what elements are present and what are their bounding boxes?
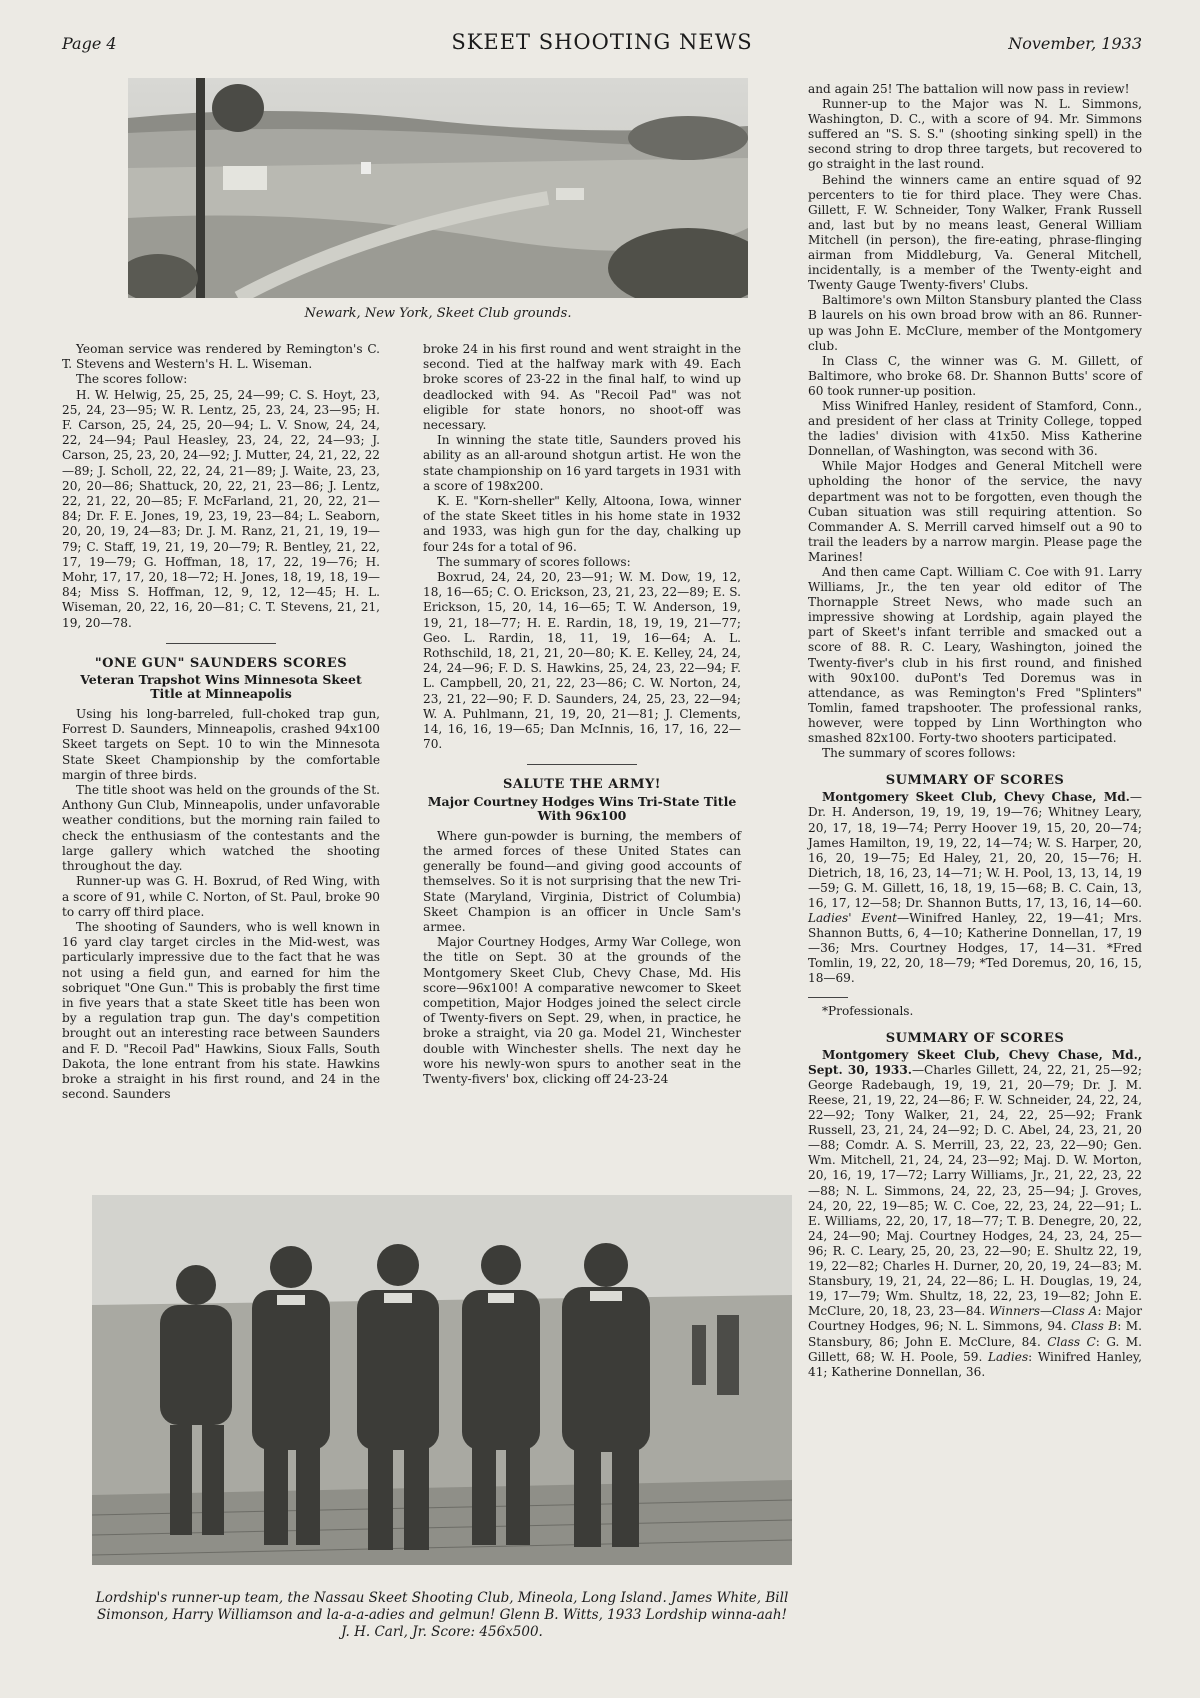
section-divider xyxy=(527,764,637,765)
third-place-para: Behind the winners came an entire squad of 92 percenters to tie for third place. They were Chas. Gillett, F. W. Schneider, Tony Walker, Frank Russell and, last but by no means least, General William Mitchell (in person), the fire-eating, phrase-flinging airman from Middleburg, Va. General Mitchell, incidentally, is a member of the Twenty-eight and Twenty Gauge Twenty-fivers' Clubs. xyxy=(808,172,1142,293)
summary-heading-2: SUMMARY OF SCORES xyxy=(885,1030,1065,1046)
saunders-para-1: Using his long-barreled, full-choked trap gun, Forrest D. Saunders, Minneapolis, crashed 94x100 Skeet targets on Sept. 10 to win the Minnesota State Skeet Championship by the comfortable margin of three birds. xyxy=(62,707,380,782)
stevens-wiseman-note: Yeoman service was rendered by Remington's C. T. Stevens and Western's H. L. Wiseman. xyxy=(62,342,380,372)
army-subheadline: Major Courtney Hodges Wins Tri-State Title With 96x100 xyxy=(427,793,737,823)
navy-para: While Major Hodges and General Mitchell were upholding the honor of the service, the navy department was not to be forgotten, even though the Cuban situation was still requiring attention. So Commander A. S. Merrill carved himself out a 90 to trail the leaders by a narrow margin. Please page the Marines! xyxy=(808,459,1142,564)
coe-para: And then came Capt. William C. Coe with 91. Larry Williams, Jr., the ten year old editor of The Thornapple Street News, who made such an impressive showing at Lordship, again played the part of Skeet's infant terrible and smacked out a score of 88. R. C. Leary, Washington, joined the Twenty-fiver's club in his first round, and finished with 90x100. duPont's Ted Doremus was in attendance, as was Remington's Fred "Splinters" Tomlin, famed trapshooter. The professional ranks, however, were topped by Linn Worthington who smashed 82x100. Forty-two shooters participated. xyxy=(808,565,1142,746)
scores-text-1b: —Winifred Hanley, 22, 19—41; Mrs. Shannon Butts, 6, 4—10; Katherine Donnellan, 17, 19—36; Mrs. Courtney Hodges, 17, 14—31. *Fred Tomlin, 19, 22, 20, 18—79; *Ted Doremus, 20, 16, 15, 18—69. xyxy=(808,911,1142,986)
saunders-para-3: Runner-up was G. H. Boxrud, of Red Wing, with a score of 91, while C. Norton, of St. Paul, broke 90 to carry off third place. xyxy=(62,874,380,919)
army-headline: SALUTE THE ARMY! xyxy=(502,777,661,793)
club-lead-2: Montgomery Skeet Club, Chevy Chase, Md., Sept. 30, 1933. xyxy=(808,1047,1142,1077)
saunders-para-2: The title shoot was held on the grounds of the St. Anthony Gun Club, Minneapolis, under unfavorable weather conditions, but the morning rain failed to check the enthusiasm of the contestants and the large gallery which watched the shooting throughout the day. xyxy=(62,783,380,874)
winners-c-text: : G. M. Gillett, 68; W. H. Poole, 59. xyxy=(808,1334,1142,1364)
short-divider xyxy=(808,997,848,998)
summary-heading-1: SUMMARY OF SCORES xyxy=(885,773,1065,789)
skeet-grounds-caption: Newark, New York, Skeet Club grounds. xyxy=(304,306,572,321)
saunders-subheadline: Veteran Trapshot Wins Minnesota Skeet Title at Minneapolis xyxy=(80,672,362,702)
scores-text-1: —Dr. H. Anderson, 19, 19, 19, 19—76; Whitney Leary, 20, 17, 18, 19—74; Perry Hoover 19, 15, 20, 20—74; James Hamilton, 19, 19, 22, 14—74; W. S. Harper, 20, 16, 20, 19—75; Ed Haley, 21, 20, 20, 15—76; H. Dietrich, 18, 16, 23, 14—71; W. H. Pool, 13, 13, 14, 19—59; G. M. Gillett, 16, 18, 19, 15—68; B. C. Cain, 13, 16, 17, 12—58; Dr. Shannon Butts, 17, 13, 16, 14—60. xyxy=(808,790,1142,910)
club-lead-1: Montgomery Skeet Club, Chevy Chase, Md. xyxy=(822,790,1130,805)
summary-scores-1 xyxy=(808,790,1142,986)
class-b-para: Baltimore's own Milton Stansbury planted the Class B laurels on his own broad brow with an 86. Runner-up was John E. McClure, member of the Montgomery club. xyxy=(808,293,1142,353)
team-photo xyxy=(92,1195,792,1565)
ladies-para: Miss Winifred Hanley, resident of Stamford, Conn., and president of her class at Trinity College, topped the ladies' division with 41x50. Miss Katherine Donnellan, of Washington, was second with 36. xyxy=(808,398,1142,459)
army-para-2: Major Courtney Hodges, Army War College, won the title on Sept. 30 at the grounds of the Montgomery Skeet Club, Chevy Chase, Md. His score—96x100! A comparative newcomer to Skeet competition, Major Hodges joined the select circle of Twenty-fivers on Sept. 29, when, in practice, he broke a straight, via 20 ga. Model 21, Winchester double with Winchester shells. The next day he wore his newly-won spurs to another seat in the Twenty-fivers' box, clicking off 24-23-24 xyxy=(423,935,741,1086)
page-number: Page 4 xyxy=(62,34,117,53)
winners-ladies-text: : Winifred Hanley, 41; Katherine Donnellan, 36. xyxy=(808,1349,1142,1379)
ladies-label: Ladies xyxy=(987,1349,1029,1364)
simmons-para: Runner-up to the Major was N. L. Simmons, Washington, D. C., with a score of 94. Mr. Simmons suffered an "S. S. S." (shooting sinking spell) in the second string to drop three targets, but recovered to go straight in the last round. xyxy=(808,97,1142,172)
saunders-headline: "ONE GUN" SAUNDERS SCORES xyxy=(94,655,348,671)
issue-date: November, 1933 xyxy=(1008,34,1142,53)
scores-text-2: —Charles Gillett, 24, 22, 21, 25—92; George Radebaugh, 19, 19, 21, 20—79; Dr. J. M. Reese, 21, 19, 22, 24—86; F. W. Schneider, 24, 22, 24, 22—92; Tony Walker, 21, 24, 22, 25—92; Frank Russell, 23, 21, 24, 24—92; D. C. Abel, 24, 23, 21, 20—88; Comdr. A. S. Merrill, 23, 22, 23, 22—90; Gen. Wm. Mitchell, 21, 24, 24, 23—92; Maj. D. W. Morton, 20, 16, 19, 17—72; Larry Williams, Jr., 21, 22, 23, 22—88; N. L. Simmons, 24, 22, 23, 25—94; J. Groves, 24, 20, 22, 19—85; W. C. Coe, 22, 23, 24, 22—91; L. E. Williams, 22, 20, 17, 18—77; T. B. Denegre, 20, 22, 24, 24—90; Maj. Courtney Hodges, 24, 23, 24, 25—96; R. C. Leary, 25, 20, 23, 22—90; E. Shultz 22, 19, 19, 22—82; Charles H. Durner, 20, 20, 19, 24—83; M. Stansbury, 19, 21, 24, 22—86; L. H. Douglas, 19, 24, 19, 17—79; Wm. Shultz, 18, 22, 23, 19—82; John E. McClure, 20, 18, 23, 23—84. xyxy=(808,1062,1142,1319)
winners-label: Winners—Class A xyxy=(989,1304,1098,1319)
column-3 xyxy=(808,82,1142,1380)
masthead-title: SKEET SHOOTING NEWS xyxy=(451,30,753,54)
summary-intro-2: The summary of scores follows: xyxy=(822,746,1016,761)
column-1 xyxy=(62,342,380,1102)
skeet-grounds-photo xyxy=(128,78,748,298)
summary-intro: The summary of scores follows: xyxy=(437,554,631,569)
class-c-para: In Class C, the winner was G. M. Gillett, of Baltimore, who broke 68. Dr. Shannon Butts' score of 60 took runner-up position. xyxy=(808,353,1142,398)
class-b-label: Class B xyxy=(1071,1319,1118,1334)
ladies-event-label: Ladies' Event xyxy=(808,911,897,926)
winners-b-text: : M. Stansbury, 86; John E. McClure, 84. xyxy=(808,1319,1142,1349)
page-header xyxy=(62,30,1142,60)
summary-scores-2 xyxy=(808,1048,1142,1380)
class-c-label: Class C xyxy=(1047,1334,1096,1349)
team-photo-caption: Lordship's runner-up team, the Nassau Skeet Shooting Club, Mineola, Long Island. James White, Bill Simonson, Harry Williamson and la-a-a-adies and gelmun! Glenn B. Witts, 1933 Lordship winna-aah! J. H. Carl, Jr. Score: 456x500. xyxy=(95,1590,789,1640)
scores-intro: The scores follow: xyxy=(76,372,188,387)
column-2 xyxy=(423,342,741,1087)
army-continued: and again 25! The battalion will now pass in review! xyxy=(808,82,1130,96)
winners-a-text: : Major Courtney Hodges, 96; N. L. Simmons, 94. xyxy=(808,1304,1142,1334)
saunders-continued: broke 24 in his first round and went straight in the second. Tied at the halfway mark with 49. Each broke scores of 23-22 in the final half, to wind up deadlocked with 94. As "Recoil Pad" was not eligible for state honors, no shoot-off was necessary. xyxy=(423,342,741,433)
newark-scores: H. W. Helwig, 25, 25, 25, 24—99; C. S. Hoyt, 23, 25, 24, 23—95; W. R. Lentz, 25, 23, 24, 23—95; H. F. Carson, 25, 24, 25, 20—94; L. V. Snow, 24, 24, 22, 24—94; Paul Heasley, 23, 24, 22, 24—93; J. Carson, 25, 23, 20, 24—92; J. Mutter, 24, 21, 22, 22—89; J. Scholl, 22, 22, 24, 21—89; J. Waite, 23, 23, 20, 20—86; Shattuck, 20, 22, 21, 23—86; J. Lentz, 22, 21, 22, 20—85; F. McFarland, 21, 20, 22, 21—84; Dr. F. E. Jones, 19, 23, 19, 23—84; L. Seaborn, 20, 20, 19, 24—83; Dr. J. M. Ranz, 21, 21, 19, 19—79; C. Staff, 19, 21, 19, 20—79; R. Bentley, 21, 22, 17, 19—79; G. Hoffman, 18, 17, 22, 19—76; H. Mohr, 17, 17, 20, 18—72; H. Jones, 18, 19, 18, 19—84; Miss S. Hoffman, 12, 9, 12, 12—45; H. L. Wiseman, 20, 22, 16, 20—81; C. T. Stevens, 21, 21, 19, 20—78. xyxy=(62,387,380,630)
saunders-para-5: In winning the state title, Saunders proved his ability as an all-around shotgun artist. He won the state championship on 16 yard targets in 1931 with a score of 198x200. xyxy=(423,433,741,493)
minnesota-scores: Boxrud, 24, 24, 20, 23—91; W. M. Dow, 19, 12, 18, 16—65; C. O. Erickson, 23, 21, 23, 22—89; E. S. Erickson, 15, 20, 14, 16—65; T. W. Anderson, 19, 19, 21, 18—77; H. E. Rardin, 18, 19, 19, 21—77; Geo. L. Rardin, 18, 11, 19, 16—64; A. L. Rothschild, 18, 21, 21, 20—80; K. E. Kelley, 24, 24, 24, 24—96; F. D. S. Hawkins, 25, 24, 23, 22—94; F. L. Campbell, 20, 21, 22, 23—86; C. W. Norton, 24, 23, 21, 22—90; F. D. Saunders, 24, 25, 23, 22—94; W. A. Puhlmann, 21, 19, 20, 21—81; J. Clements, 14, 16, 16, 19—65; Dan McInnis, 16, 17, 16, 22—70. xyxy=(423,570,741,752)
professionals-note: *Professionals. xyxy=(822,1003,914,1018)
army-para-1: Where gun-powder is burning, the members of the armed forces of these United States can generally be found—and giving good accounts of themselves. So it is not surprising that the new Tri-State (Maryland, Virginia, District of Columbia) Skeet Champion is an officer in Uncle Sam's armee. xyxy=(423,828,741,934)
saunders-para-4: The shooting of Saunders, who is well known in 16 yard clay target circles in the Mid-west, was particularly impressive due to the fact that he was not using a field gun, and earned for him the sobriquet "One Gun." This is probably the first time in five years that a state Skeet title has been won by a regulation trap gun. The day's competition brought out an interesting race between Saunders and F. D. "Recoil Pad" Hawkins, Sioux Falls, South Dakota, the lone entrant from his state. Hawkins broke a straight in his first round, and 24 in the second. Saunders xyxy=(62,919,380,1102)
section-divider xyxy=(166,643,276,644)
kelly-para: K. E. "Korn-sheller" Kelly, Altoona, Iowa, winner of the state Skeet titles in his home state in 1932 and 1933, was high gun for the day, chalking up four 24s for a total of 96. xyxy=(423,494,741,554)
